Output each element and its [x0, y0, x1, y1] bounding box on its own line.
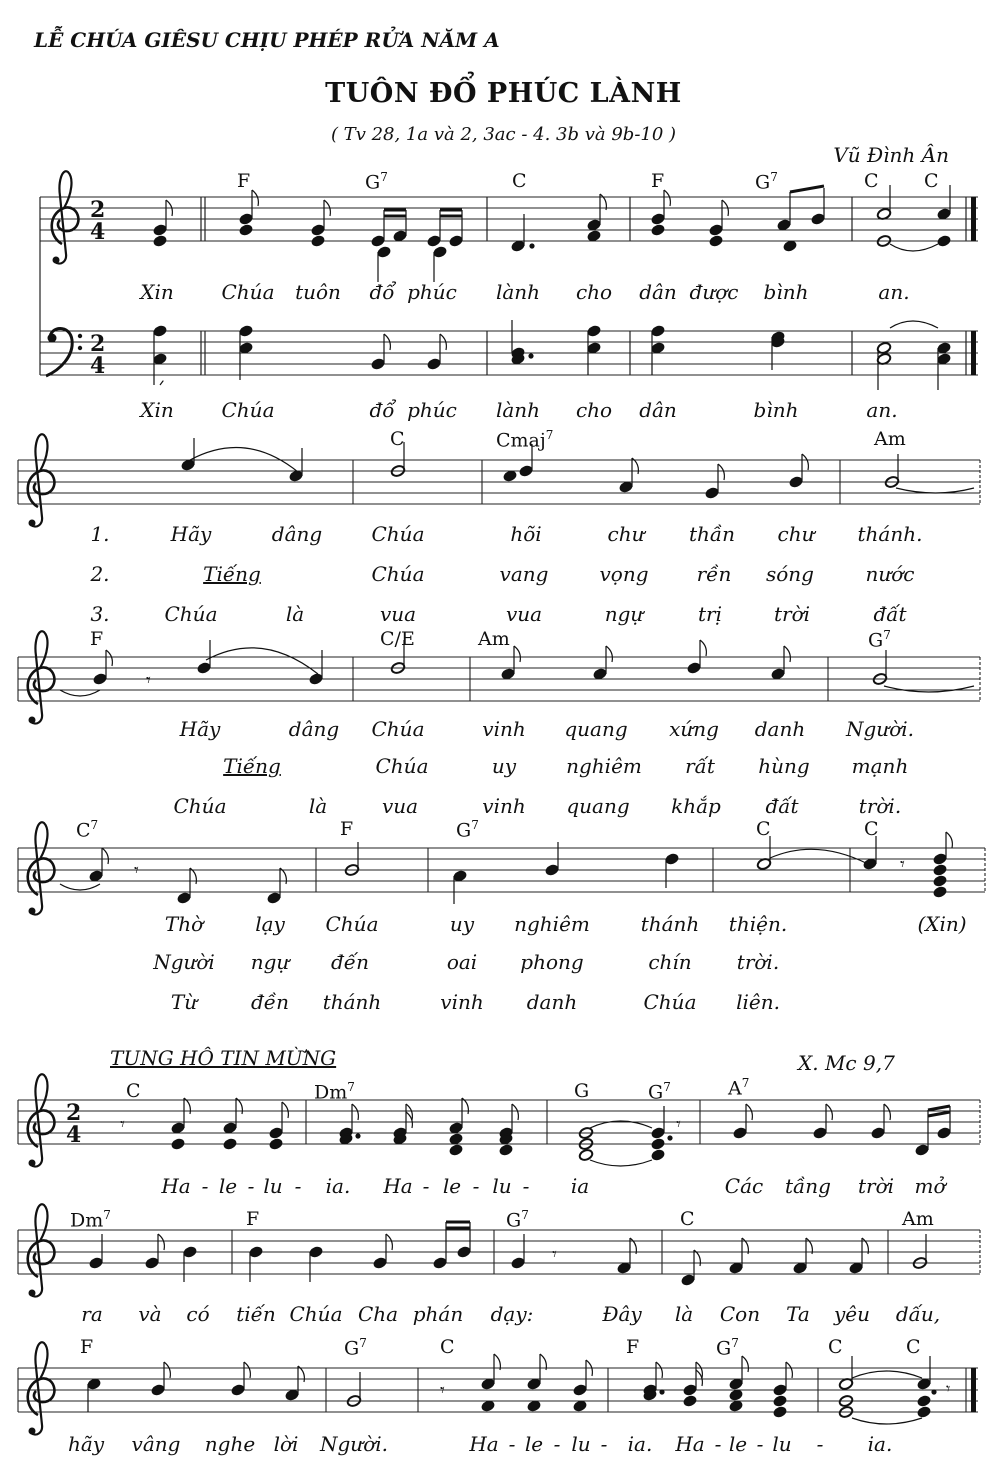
- chord-refrain-6: C: [864, 170, 879, 192]
- lyric: hõi: [510, 522, 542, 546]
- lyric: an.: [866, 398, 898, 422]
- lyric: Đây: [602, 1302, 642, 1326]
- lyric: xứng: [669, 717, 719, 741]
- gospel-time-top: 2: [66, 1100, 82, 1126]
- lyric: phúc: [407, 280, 457, 304]
- lyric: nước: [865, 562, 915, 586]
- svg-text:𝄾: 𝄾: [146, 670, 151, 691]
- lyric: lạy: [255, 912, 285, 936]
- chord-gospel3-2: $G^7$: [344, 1336, 367, 1360]
- lyric: Xin: [140, 398, 174, 422]
- lyric: phán: [412, 1302, 464, 1326]
- lyric: ia.: [867, 1432, 893, 1456]
- lyric: đến: [331, 950, 369, 974]
- chord-refrain-3: C: [512, 170, 527, 192]
- lyric: ngự: [250, 950, 290, 974]
- lyric: khắp: [671, 794, 721, 818]
- lyric: trời.: [736, 950, 780, 974]
- time-signature-bottom: 4: [90, 219, 106, 245]
- lyric: bình: [763, 280, 809, 304]
- lyric: -: [553, 1432, 561, 1456]
- lyric: -: [247, 1174, 255, 1198]
- lyric: lu: [571, 1432, 591, 1456]
- chord-gospel3-3: C: [440, 1336, 455, 1358]
- lyric: le: [442, 1174, 462, 1198]
- lyric: ia: [570, 1174, 590, 1198]
- lyric: Chúa: [325, 912, 379, 936]
- gospel-staff-1: [18, 1100, 980, 1144]
- chord-gospel3-6: C: [828, 1336, 843, 1358]
- lyric: 1.: [90, 522, 110, 546]
- psalm-reference: ( Tv 28, 1a và 2, 3ac - 4. 3b và 9b-10 ): [330, 124, 677, 145]
- lyric: phong: [520, 950, 584, 974]
- svg-text:𝄾: 𝄾: [134, 860, 139, 881]
- lyric: Chúa: [371, 562, 425, 586]
- chord-gospel3-7: C: [906, 1336, 921, 1358]
- lyric: là: [674, 1302, 694, 1326]
- lyric: lu: [492, 1174, 512, 1198]
- lyric: -: [600, 1432, 608, 1456]
- svg-text:𝄾: 𝄾: [676, 1114, 681, 1135]
- lyric: yêu: [833, 1302, 871, 1326]
- lyric: thiện.: [728, 912, 788, 936]
- treble-clef-icon: [52, 171, 79, 263]
- lyric: le: [218, 1174, 238, 1198]
- chord-refrain-1: F: [237, 170, 251, 192]
- svg-text:𝄾: 𝄾: [946, 1379, 951, 1398]
- song-title: TUÔN ĐỔ PHÚC LÀNH: [325, 78, 682, 109]
- lyric: -: [422, 1174, 430, 1198]
- lyric: nghe: [204, 1432, 256, 1456]
- refrain-treble-staff: [40, 197, 978, 241]
- lyric: tuôn: [295, 280, 341, 304]
- chord-gospel3-1: F: [80, 1336, 94, 1358]
- lyric: nghiêm: [566, 754, 642, 778]
- chord-verse2-4: $G^7$: [868, 628, 891, 652]
- lyric: trời: [857, 1174, 895, 1198]
- lyric: ia.: [325, 1174, 351, 1198]
- chord-verse1-3: Am: [874, 428, 906, 450]
- chord-refrain-2: $G^7$: [365, 170, 388, 194]
- lyric: lu: [263, 1174, 283, 1198]
- lyric: -: [756, 1432, 764, 1456]
- svg-text:𝄾: 𝄾: [440, 1380, 445, 1401]
- lyric: vọng: [599, 562, 649, 586]
- lyric: Ha: [383, 1174, 413, 1198]
- chord-gospel2-2: F: [246, 1208, 260, 1230]
- lyric: 2.: [90, 562, 110, 586]
- lyric: Hãy: [170, 522, 212, 546]
- chord-refrain-5: $G^7$: [755, 170, 778, 194]
- lyric: cho: [575, 280, 613, 304]
- lyric: Ha: [161, 1174, 191, 1198]
- lyric: dân: [639, 280, 677, 304]
- occasion-heading: LỄ CHÚA GIÊSU CHỊU PHÉP RỬA NĂM A: [34, 28, 500, 52]
- verse-staff-2: [18, 657, 980, 701]
- lyric: dân: [639, 398, 677, 422]
- lyric: dấu,: [895, 1302, 941, 1326]
- lyric: Các: [724, 1174, 764, 1198]
- lyric: mở: [914, 1174, 946, 1198]
- lyric: trời.: [858, 794, 902, 818]
- lyric: là: [285, 602, 305, 626]
- gospel-acclamation-title: TUNG HÔ TIN MỪNG: [110, 1046, 337, 1070]
- lyric: đất: [765, 794, 799, 818]
- lyric: Chúa: [221, 398, 275, 422]
- chord-refrain-7: C: [924, 170, 939, 192]
- chord-verse1-1: C: [390, 428, 405, 450]
- lyric: Chúa: [164, 602, 218, 626]
- lyric: tầng: [785, 1174, 831, 1198]
- lyric: chín: [648, 950, 692, 974]
- lyric: vua: [381, 794, 419, 818]
- lyric: đổ: [369, 398, 395, 422]
- lyric: và: [138, 1302, 162, 1326]
- chord-gospel2-4: C: [680, 1208, 695, 1230]
- lyric: -: [472, 1174, 480, 1198]
- lyric: chư: [777, 522, 815, 546]
- chord-verse2-2: C/E: [380, 628, 415, 650]
- time-signature-top-bass: 2: [90, 331, 106, 357]
- lyric: được: [689, 280, 739, 304]
- lyric: Xin: [140, 280, 174, 304]
- lyric: 3.: [90, 602, 110, 626]
- verse-staff-3: [18, 848, 985, 892]
- lyric: phúc: [407, 398, 457, 422]
- lyric: thánh: [322, 990, 382, 1014]
- lyric: sóng: [766, 562, 814, 586]
- lyric: Từ: [170, 990, 198, 1014]
- time-signature-bottom-bass: 4: [90, 353, 106, 379]
- lyric: Ta: [786, 1302, 810, 1326]
- chord-verse2-1: F: [90, 628, 104, 650]
- lyric: ia.: [627, 1432, 653, 1456]
- lyric: le: [524, 1432, 544, 1456]
- lyric: Người: [153, 950, 215, 974]
- lyric: quang: [564, 717, 628, 741]
- chord-gospel1-2: Dm$^7$: [314, 1080, 355, 1104]
- chord-gospel1-1: C: [126, 1080, 141, 1102]
- lyric: ngự: [604, 602, 644, 626]
- lyric: quang: [566, 794, 630, 818]
- lyric: oai: [446, 950, 478, 974]
- lyric: Ha: [469, 1432, 499, 1456]
- verse-staff-1: [18, 460, 980, 504]
- lyric: an.: [878, 280, 910, 304]
- lyric: -: [294, 1174, 302, 1198]
- lyric: -: [508, 1432, 516, 1456]
- lyric: -: [816, 1432, 824, 1456]
- chord-gospel1-4: $G^7$: [648, 1080, 671, 1104]
- chord-verse3-2: F: [340, 818, 354, 840]
- lyric: có: [186, 1302, 210, 1326]
- chord-gospel1-5: $A^7$: [728, 1076, 750, 1100]
- lyric: -: [201, 1174, 209, 1198]
- chord-gospel2-5: Am: [902, 1208, 934, 1230]
- lyric: vua: [505, 602, 543, 626]
- lyric: vâng: [131, 1432, 181, 1456]
- lyric: liên.: [736, 990, 780, 1014]
- lyric: -: [714, 1432, 722, 1456]
- gospel-reference: X. Mc 9,7: [798, 1051, 895, 1075]
- lyric: ra: [81, 1302, 103, 1326]
- lyric: danh: [754, 717, 806, 741]
- lyric: vua: [379, 602, 417, 626]
- lyric: nghiêm: [514, 912, 590, 936]
- lyric: Chúa: [375, 754, 429, 778]
- lyric: dạy:: [490, 1302, 534, 1326]
- lyric: lành: [495, 398, 541, 422]
- lyric: Chúa: [643, 990, 697, 1014]
- lyric: hùng: [758, 754, 810, 778]
- lyric: Con: [719, 1302, 761, 1326]
- lyric: Tiếng: [203, 562, 261, 586]
- chord-gospel1-3: G: [574, 1080, 590, 1102]
- lyric: vinh: [482, 794, 526, 818]
- lyric: Thờ: [164, 912, 204, 936]
- refrain-treble-notes: [153, 185, 951, 282]
- lyric: dâng: [271, 522, 323, 546]
- lyric: Chúa: [371, 717, 425, 741]
- composer-name: Vũ Đình Ân: [833, 143, 949, 167]
- lyric: là: [308, 794, 328, 818]
- chord-verse2-3: Am: [478, 628, 510, 650]
- chord-gospel2-1: Dm$^7$: [70, 1208, 111, 1232]
- lyric: Cha: [357, 1302, 399, 1326]
- refrain-bass-staff: [40, 331, 978, 375]
- lyric: vinh: [440, 990, 484, 1014]
- lyric: hãy: [67, 1432, 105, 1456]
- chord-gospel2-3: $G^7$: [506, 1208, 529, 1232]
- bass-clef-icon: [46, 329, 82, 377]
- lyric: chư: [607, 522, 645, 546]
- chord-verse3-1: $C^7$: [76, 818, 99, 842]
- lyric: Chúa: [371, 522, 425, 546]
- svg-text:𝄾: 𝄾: [900, 854, 905, 875]
- lyric: danh: [526, 990, 578, 1014]
- lyric: le: [728, 1432, 748, 1456]
- lyric: bình: [753, 398, 799, 422]
- gospel-time-bottom: 4: [66, 1122, 82, 1148]
- chord-verse3-4: C: [756, 818, 771, 840]
- lyric: thánh: [640, 912, 700, 936]
- lyric: lu: [772, 1432, 792, 1456]
- svg-text:𝄾: 𝄾: [120, 1114, 125, 1135]
- svg-text:𝄾: 𝄾: [552, 1244, 557, 1265]
- lyric: uy: [491, 754, 517, 778]
- lyric: Tiếng: [223, 754, 281, 778]
- lyric: Chúa: [173, 794, 227, 818]
- chord-verse3-5: C: [864, 818, 879, 840]
- lyric: thánh.: [857, 522, 923, 546]
- lyric: Hãy: [179, 717, 221, 741]
- lyric: rất: [685, 754, 715, 778]
- lyric: trời: [773, 602, 811, 626]
- lyric: vinh: [482, 717, 526, 741]
- lyric: lời: [273, 1432, 299, 1456]
- lyric: vang: [499, 562, 549, 586]
- lyric: đổ: [369, 280, 395, 304]
- lyric: uy: [449, 912, 475, 936]
- lyric: lành: [495, 280, 541, 304]
- lyric: (Xin): [917, 912, 967, 936]
- time-signature-top: 2: [90, 197, 106, 223]
- lyric: đền: [251, 990, 289, 1014]
- chord-gospel3-5: $G^7$: [716, 1336, 739, 1360]
- chord-verse3-3: $G^7$: [456, 818, 479, 842]
- lyric: dâng: [288, 717, 340, 741]
- chord-verse1-2: Cmaj$^7$: [496, 428, 554, 452]
- lyric: -: [522, 1174, 530, 1198]
- lyric: mạnh: [851, 754, 909, 778]
- lyric: trị: [698, 602, 722, 626]
- lyric: Người.: [846, 717, 914, 741]
- lyric: Chúa: [221, 280, 275, 304]
- chord-gospel3-4: F: [626, 1336, 640, 1358]
- lyric: rền: [696, 562, 732, 586]
- lyric: cho: [575, 398, 613, 422]
- lyric: Chúa: [289, 1302, 343, 1326]
- lyric: Ha: [675, 1432, 705, 1456]
- lyric: tiến: [236, 1302, 276, 1326]
- chord-refrain-4: F: [651, 170, 665, 192]
- gospel-staff-2: [18, 1230, 980, 1274]
- lyric: đất: [873, 602, 907, 626]
- lyric: Người.: [320, 1432, 388, 1456]
- lyric: thần: [688, 522, 736, 546]
